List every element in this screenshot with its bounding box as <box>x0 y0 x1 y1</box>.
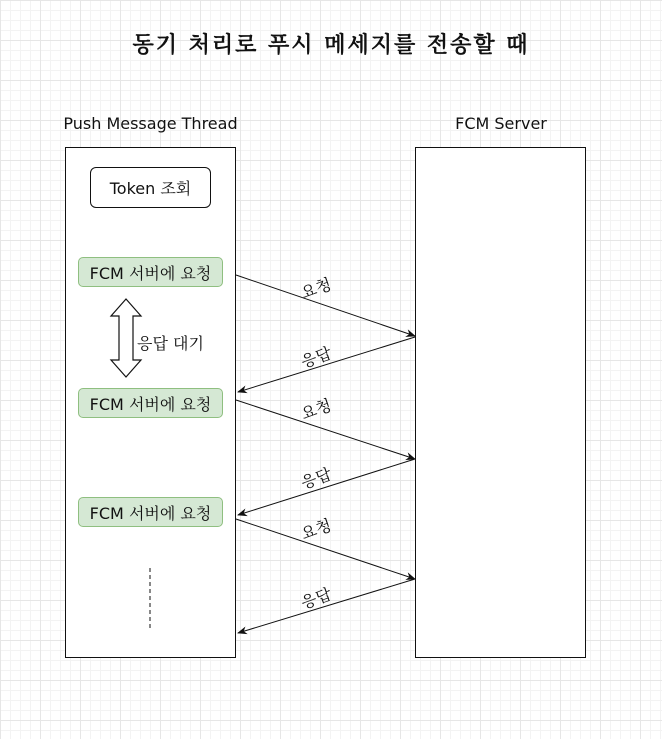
diagram-title: 동기 처리로 푸시 메세지를 전송할 때 <box>132 33 530 58</box>
fcm-request-box-1: FCM 서버에 요청 <box>78 257 223 287</box>
request-label-2: 요청 <box>298 395 334 424</box>
request-label-3: 요청 <box>298 515 334 544</box>
response-label-3: 응답 <box>298 584 334 613</box>
fcm-server-label: FCM Server <box>455 114 547 133</box>
response-label-1: 응답 <box>298 343 334 372</box>
fcm-request-box-2: FCM 서버에 요청 <box>78 388 223 418</box>
response-label-2: 응답 <box>298 464 334 493</box>
request-label-1: 요청 <box>298 274 334 303</box>
push-thread-label: Push Message Thread <box>63 114 238 133</box>
wait-label: 응답 대기 <box>137 334 204 353</box>
token-lookup-box: Token 조회 <box>90 167 211 208</box>
fcm-request-box-3: FCM 서버에 요청 <box>78 497 223 527</box>
wait-double-arrow <box>111 299 141 377</box>
